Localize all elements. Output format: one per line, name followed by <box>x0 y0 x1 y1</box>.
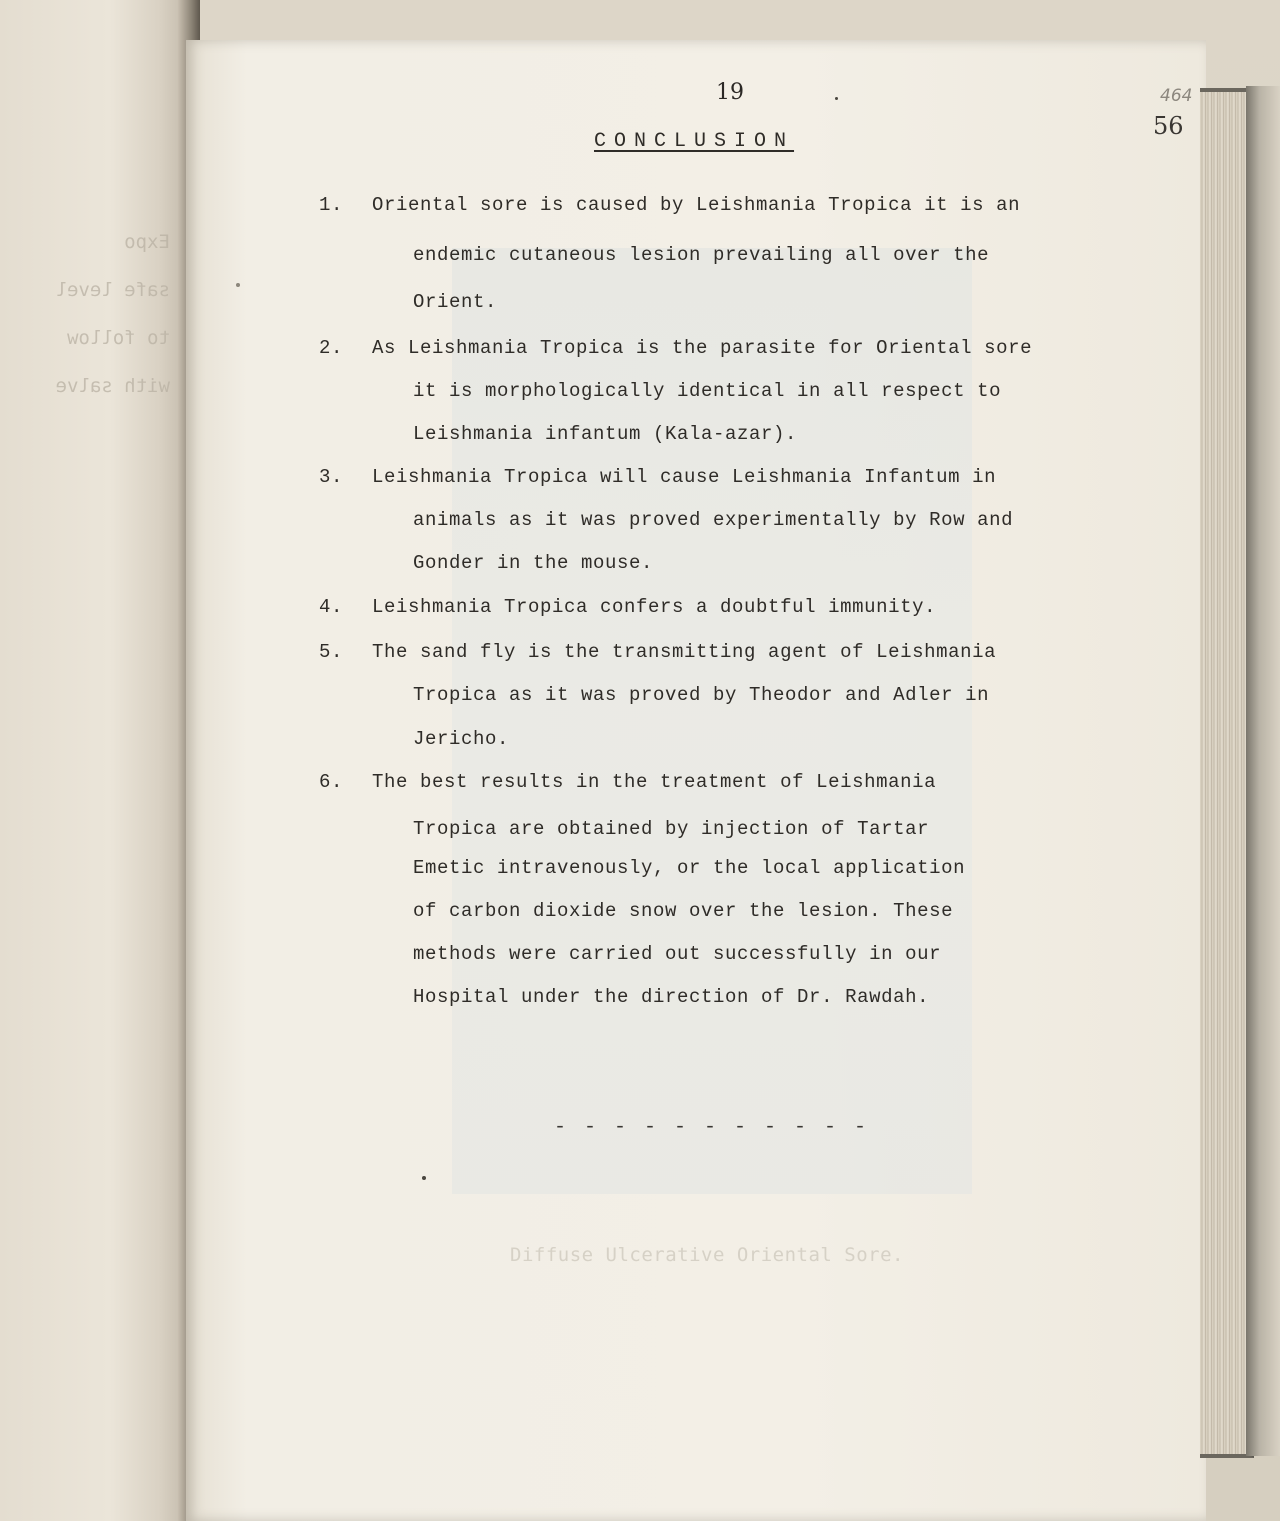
item-number: 1. <box>319 194 344 216</box>
item-line: Hospital under the direction of Dr. Rawdah. <box>413 986 930 1008</box>
left-page <box>0 0 200 1521</box>
item-line: methods were carried out successfully in our <box>413 943 942 965</box>
left-page-bleed-through <box>0 218 170 410</box>
item-number: 3. <box>319 466 344 488</box>
ghost-line: with salve <box>55 375 170 397</box>
item-line: animals as it was proved experimentally by Row and <box>413 509 1014 531</box>
item-number: 4. <box>319 596 344 618</box>
item-line: The sand fly is the transmitting agent of Leishmania <box>372 641 997 663</box>
item-line: Leishmania infantum (Kala-azar). <box>413 423 798 445</box>
item-line: Leishmania Tropica will cause Leishmania Infantum in <box>372 466 997 488</box>
page-title: CONCLUSION <box>594 130 795 153</box>
item-line: The best results in the treatment of Leishmania <box>372 771 937 793</box>
bleed-through-caption: Diffuse Ulcerative Oriental Sore. <box>510 1244 904 1266</box>
item-line: Oriental sore is caused by Leishmania Tropica it is an <box>372 194 1021 216</box>
item-line: Gonder in the mouse. <box>413 552 654 574</box>
item-line: As Leishmania Tropica is the parasite for Oriental sore <box>372 337 1033 359</box>
item-number: 2. <box>319 337 344 359</box>
ghost-line: safe level <box>55 279 170 301</box>
item-line: Tropica are obtained by injection of Tartar <box>413 818 930 840</box>
ink-speck <box>236 283 240 287</box>
item-line: endemic cutaneous lesion prevailing all over the <box>413 244 990 266</box>
ink-speck <box>835 97 838 100</box>
ghost-line: to follow <box>67 327 170 349</box>
item-number: 5. <box>319 641 344 663</box>
item-line: Leishmania Tropica confers a doubtful immunity. <box>372 596 937 618</box>
item-line: Emetic intravenously, or the local application <box>413 857 966 879</box>
archive-number-pencil: 464 <box>1160 86 1193 106</box>
item-number: 6. <box>319 771 344 793</box>
item-line: Tropica as it was proved by Theodor and Adler in <box>413 684 990 706</box>
ghost-line: Expo <box>124 231 170 253</box>
closing-divider: - - - - - - - - - - - <box>554 1116 870 1139</box>
ink-speck <box>422 1176 426 1180</box>
archive-number-stamp: 56 <box>1153 112 1184 140</box>
page-number: 19 <box>716 80 744 105</box>
item-line: of carbon dioxide snow over the lesion. These <box>413 900 954 922</box>
book-cover-edge <box>1246 86 1280 1456</box>
item-line: Jericho. <box>413 728 510 750</box>
item-line: Orient. <box>413 291 498 313</box>
item-line: it is morphologically identical in all respect to <box>413 380 1002 402</box>
